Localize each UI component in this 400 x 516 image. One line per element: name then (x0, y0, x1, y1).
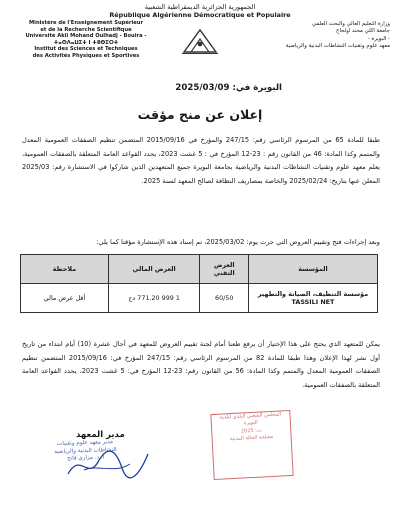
republic-arabic: الجمهورية الجزائرية الديمقراطية الشعبية (144, 3, 256, 11)
header-technical: العرض التقني (200, 255, 249, 284)
municipal-stamp-line: مصلحة الحالة المدنية (229, 434, 274, 443)
ministry-line: Ministère de l'Enseignement Supérieur (29, 20, 143, 26)
cell-note: أقل عرض مالي (21, 284, 109, 313)
ministry-ar-line: وزارة التعليم العالي والبحث العلمي (311, 21, 390, 27)
institute-line-2: des Activités Physiques et Sportives (32, 52, 140, 59)
municipal-stamp-line: المجلس الشعبي البلدي لبلدية (219, 411, 282, 421)
director-stamp-line: أ. د. مزاري فاتح (66, 454, 105, 462)
director-stamp-line: النشاطات البدنية والرياضية (54, 446, 117, 455)
header-financial: العرض المالي (108, 255, 200, 284)
institution-name-ar: مؤسسة التنظيف، الصيانة والتطهير (257, 290, 369, 298)
director-stamp-line: مدير معهد علوم وتقنيات (56, 439, 114, 447)
municipal-stamp-line: ت: 2025 (240, 427, 262, 435)
paragraph-evaluation: وبعد إجراءات فتح وتقييم العروض التي جرت يوم: 2025/03/02، تم إسناد هذه الإستشارة مؤقتا كما يلي: (96, 238, 380, 246)
document-date: البويرة في: 2025/03/09 (175, 83, 282, 93)
city-ar-line: - البويرة - (367, 35, 390, 42)
university-ar-line: جامعة أكلي محند أولحاج (335, 28, 390, 35)
institute-ar-line: معهد علوم وتقنيات النشاطات البدنية والرياضية (285, 43, 390, 50)
header-left-institution (12, 20, 160, 60)
municipal-stamp-line: البويرة (243, 420, 258, 427)
university-logo-icon (178, 26, 222, 56)
header-institution: المؤسسة (248, 255, 377, 284)
handwritten-signature (64, 444, 152, 484)
document-title: إعلان عن منح مؤقت (137, 107, 263, 122)
institute-line: Institut des Sciences et Techniques (34, 46, 138, 53)
cell-institution (248, 284, 377, 313)
paragraph-legal-basis: طبقا للمادة 65 من المرسوم الرئاسي رقم: 247/15 والمؤرخ في 2015/09/16 المتضمن تنظيم الصفقات العمومية المعدل والمتمم وكذا المادة: 46 من القانون رقم : 23-12 المؤرخ في : 5 غشت 2023، يحدد القواعد العامة المتعلقة بالصفقات العمومية، يعلم معهد علوم وتقنيات النشاطات البدنية والرياضية بجامعة البويرة جميع المتعهدين الذين شاركوا في الاستشارة رقم: 2025/03 المعلن عنها بتاريخ: 2025/02/24 والخاصة بمصاريف النظافة لصالح المعهد لسنة 2025. (22, 136, 380, 185)
table-header-row (21, 255, 378, 284)
header-right-institution (220, 21, 390, 51)
cell-technical: 60/50 (200, 284, 249, 313)
university-line: Université Akli Mohand Oulhadj - Bouira - (25, 33, 147, 40)
tifinagh-line: ⵜⴰⵙⴷⴰⵡⵉⵜ ⵏ ⵜⵓⴱⵉⵔⵜ (53, 39, 119, 46)
ministry-line-2: et de la Recherche Scientifique (40, 26, 132, 33)
signatory-title: مدير المعهد (76, 430, 125, 440)
table-row (21, 284, 378, 313)
header-note: ملاحظة (21, 255, 109, 284)
institution-name-fr: TASSILI NET (291, 298, 335, 306)
republic-french: République Algérienne Démocratique et Populaire (109, 11, 291, 19)
paragraph-appeal: يمكن للمتعهد الذي يحتج على هذا الإختيار أن يرفع طعنا أمام لجنة تقييم العروض للمعهد في آجال عشرة (10) أيام ابتداء من تاريخ أول نشر لهذا الإعلان وهذا طبقا للمادة 82 من المرسوم الرئاسي رقم: 247/15 المؤرخ في: 2015/09/16 المتضمن تنظيم الصفقات العمومية المعدل والمتمم وكذا المادة: 56 من القانون رقم: 23-12 المؤرخ في: 5 غشت 2023، يحدد القواعد العامة المتعلقة بالصفقات العمومية. (22, 340, 381, 389)
cell-financial: 1 999 771.20 دج (108, 284, 200, 313)
municipal-stamp (210, 410, 293, 480)
award-table (20, 254, 378, 313)
